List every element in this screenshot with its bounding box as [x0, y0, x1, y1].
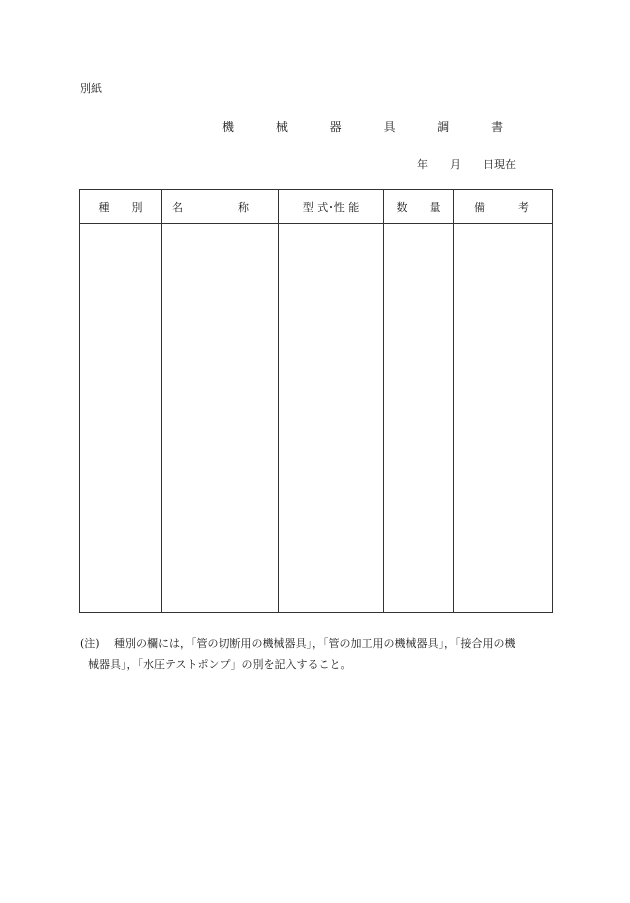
note-text: [88, 633, 555, 675]
attachment-label: 別紙: [80, 82, 102, 95]
document-title: 機 械 器 具 調 書: [222, 120, 523, 134]
cell-name[interactable]: [162, 224, 279, 613]
table-row: [80, 224, 553, 613]
cell-model-performance[interactable]: [279, 224, 384, 613]
note-line-1: 種別の欄には，「管の切断用の機械器具」，「管の加工用の機械器具」，「接合用の機: [114, 637, 516, 650]
header-type: 種 別: [80, 190, 162, 224]
equipment-survey-table: [79, 189, 553, 613]
header-name: 名 称: [162, 190, 279, 224]
note-mark: (注): [80, 637, 100, 650]
table-header-row: [80, 190, 553, 224]
cell-type[interactable]: [80, 224, 162, 613]
footnote: [80, 633, 555, 675]
header-quantity: 数 量: [384, 190, 454, 224]
as-of-date: 年 月 日現在: [417, 158, 516, 171]
cell-quantity[interactable]: [384, 224, 454, 613]
note-line-2: 械器具」，「水圧テストポンプ」の別を記入すること。: [88, 658, 352, 671]
header-remarks: 備 考: [454, 190, 553, 224]
header-model-performance: 型 式･性 能: [279, 190, 384, 224]
cell-remarks[interactable]: [454, 224, 553, 613]
